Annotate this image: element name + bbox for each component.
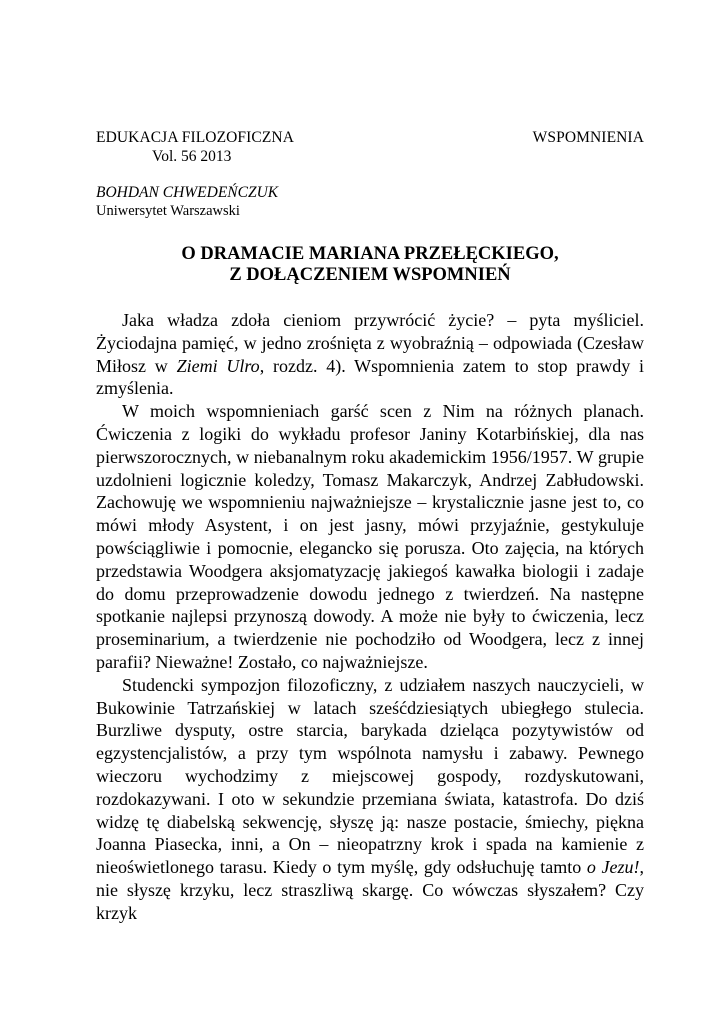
paragraph-3-text-a: Studencki sympozjon filozoficzny, z udziałem naszych nauczycieli, w Bukowinie Tatrzańskiej w latach sześćdziesiątych ubiegłego stulecia. Burzliwe dysputy, ostre starcia, barykada dzieląca pozytywistów od egzystencjalistów, a przy tym wspólnota namysłu i zabawy. Pewnego wieczoru wychodzimy z miejscowej gospody, rozdyskutowani, rozdokazywani. I oto w sekundzie przemiana świata, katastrofa. Do dziś widzę tę diabelską sekwencję, słyszę ją: nasze postacie, śmiechy, piękna Joanna Piasecka, inni, a On – nieopatrzny krok i spada na kamienie z nieoświetlonego tarasu. Kiedy o tym myślę, gdy odsłuchuję tamto <box>96 674 644 878</box>
paragraph-3 <box>96 674 644 925</box>
article-body <box>96 309 644 925</box>
paragraph-1 <box>96 309 644 400</box>
paragraph-3-italic-quote: o Jezu! <box>586 857 640 878</box>
paragraph-1-text-a: Jaka władza zdoła cieniom przywrócić życie? – pyta myśliciel. Życiodajna pamięć, w jedno zrośnięta z wyobraźnią – odpowiada (Czesław Miłosz w <box>96 310 644 376</box>
title-line-1: O DRAMACIE MARIANA PRZEŁĘCKIEGO, <box>181 244 559 264</box>
title-line-2: Z DOŁĄCZENIEM WSPOMNIEŃ <box>229 265 511 285</box>
journal-name: EDUKACJA FILOZOFICZNA <box>96 129 295 146</box>
volume-info: Vol. 56 2013 <box>152 148 232 165</box>
paragraph-1-text-c: , rozdz. 4). Wspomnienia zatem to stop prawdy i zmyślenia. <box>96 355 645 399</box>
author-affiliation: Uniwersytet Warszawski <box>96 203 240 219</box>
paragraph-2: W moich wspomnieniach garść scen z Nim na różnych planach. Ćwiczenia z logiki do wykładu profesor Janiny Kotarbińskiej, dla nas pierwszorocznych, w niebanalnym roku akademickim 1956/1957. W grupie uzdolnieni logicznie koledzy, Tomasz Makarczyk, Andrzej Zabłudowski. Zachowuję we wspomnieniu najważniejsze – krystalicznie jasne jest to, co mówi młody Asystent, i on jest jasny, mówi przyjaźnie, gestykuluje powściągliwie i pomocnie, elegancko się porusza. Oto zajęcia, na których przedstawia Woodgera aksjomatyzację jakiegoś kawałka biologii i zadaje do domu przeprowadzenie dowodu jednego z twierdzeń. Na następne spotkanie najlepsi przynoszą dowody. A może nie były to ćwiczenia, lecz proseminarium, a twierdzenie nie pochodziło od Woodgera, lecz z innej parafii? Nieważne! Zostało, co najważniejsze. <box>96 401 644 672</box>
running-header <box>96 128 644 147</box>
author-name: BOHDAN CHWEDEŃCZUK <box>96 184 279 201</box>
section-name: WSPOMNIENIA <box>532 129 644 146</box>
article-title <box>96 244 644 286</box>
paragraph-1-italic-title: Ziemi Ulro <box>176 355 260 376</box>
paragraph-3-text-c: , nie słyszę krzyku, lecz straszliwą skargę. Co wówczas słyszałem? Czy krzyk <box>96 857 644 923</box>
document-page <box>96 128 644 925</box>
